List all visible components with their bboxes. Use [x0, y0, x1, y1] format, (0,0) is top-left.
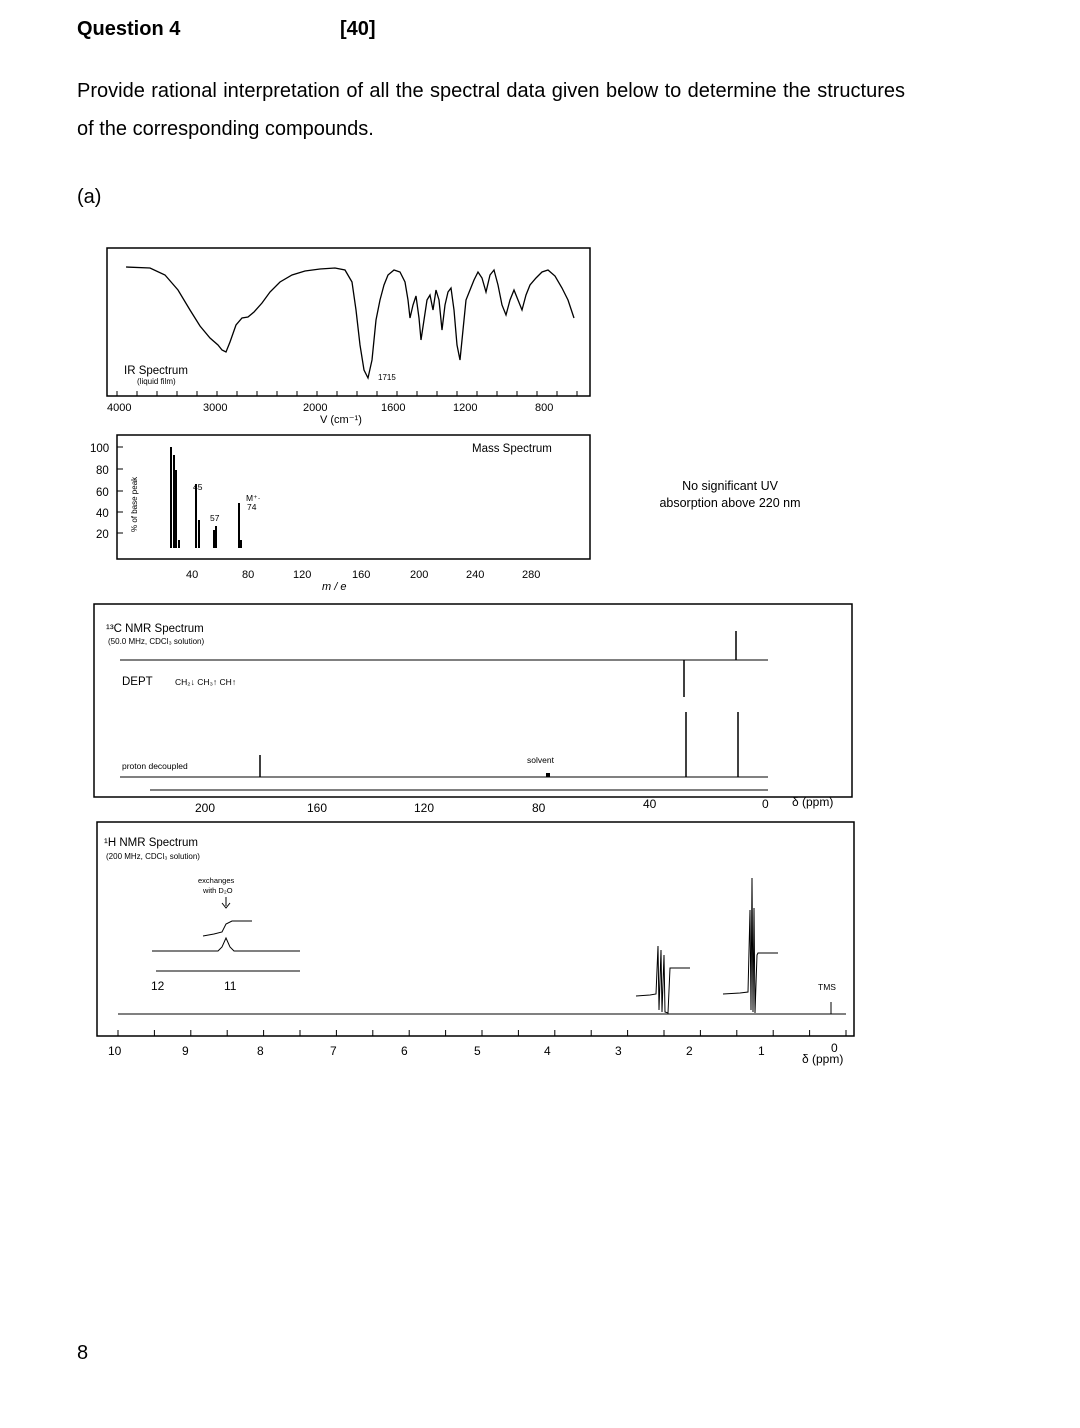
h1-inset-note: with D₂O: [203, 886, 233, 895]
question-marks: [40]: [340, 18, 376, 40]
h1-tick: 4: [544, 1044, 551, 1058]
h1-tick: 8: [257, 1044, 264, 1058]
h1-inset-tick: 12: [151, 979, 165, 993]
c13-tick: 200: [195, 801, 216, 815]
ir-tick-label: 2000: [303, 402, 328, 414]
ms-y-tick: 60: [96, 487, 109, 499]
h1-subtitle: (200 MHz, CDCl₃ solution): [106, 852, 200, 861]
ms-y-tick: 20: [96, 529, 109, 541]
ms-title: Mass Spectrum: [472, 443, 552, 455]
c13-dept-legend: CH₂↓ CH₃↑ CH↑: [175, 677, 237, 687]
uv-note-line: No significant UV: [682, 479, 778, 493]
c13-decoupled-label: proton decoupled: [122, 761, 188, 771]
h1-tick: 5: [474, 1044, 481, 1058]
c13-nmr-spectrum: [94, 604, 852, 815]
c13-axis-unit: δ (ppm): [792, 795, 834, 809]
h1-tick: 3: [615, 1044, 622, 1058]
h1-title: ¹H NMR Spectrum: [104, 837, 198, 849]
ir-tick-label: 1600: [381, 402, 406, 414]
c13-title: ¹³C NMR Spectrum: [106, 623, 204, 635]
h1-tick: 10: [108, 1044, 122, 1058]
ms-peak-label: M⁺·: [246, 493, 261, 503]
ms-x-tick: 80: [242, 569, 255, 581]
ir-title: IR Spectrum: [124, 365, 188, 377]
h1-tick: 0: [831, 1041, 838, 1055]
h1-tick: 9: [182, 1044, 189, 1058]
ir-spectrum: [107, 248, 590, 426]
ir-x-axis-label: V (cm⁻¹): [320, 414, 362, 426]
h1-nmr-spectrum: [97, 822, 854, 1066]
ir-tick-label: 1200: [453, 402, 478, 414]
mass-spectrum: [90, 435, 590, 593]
question-title: Question 4: [77, 18, 181, 40]
ms-x-tick: 160: [352, 569, 371, 581]
h1-tick: 1: [758, 1044, 765, 1058]
ir-tick-label: 3000: [203, 402, 228, 414]
c13-tick: 80: [532, 801, 546, 815]
c13-solvent-label: solvent: [527, 755, 554, 765]
ms-peak-label: 57: [210, 513, 220, 523]
c13-dept-label: DEPT: [122, 676, 153, 688]
ms-peak-label: 45: [193, 482, 203, 492]
ir-peak-label: 1715: [378, 373, 396, 382]
c13-tick: 120: [414, 801, 435, 815]
ms-x-axis-label: m / e: [322, 581, 347, 593]
h1-axis-unit: δ (ppm): [802, 1052, 844, 1066]
h1-tick: 6: [401, 1044, 408, 1058]
ms-x-tick: 280: [522, 569, 541, 581]
question-instructions: Provide rational interpretation of all the spectral data given below to determine the structures of the corresponding compounds.: [77, 80, 905, 140]
c13-tick: 40: [643, 797, 657, 811]
uv-note-line: absorption above 220 nm: [659, 496, 801, 510]
ir-subtitle: (liquid film): [137, 377, 176, 386]
ms-y-tick: 40: [96, 508, 109, 520]
c13-tick: 0: [762, 797, 769, 811]
ms-x-tick: 120: [293, 569, 312, 581]
uv-note: [630, 478, 830, 512]
h1-inset-note: exchanges: [198, 876, 235, 885]
ms-x-tick: 240: [466, 569, 485, 581]
ms-x-tick: 40: [186, 569, 199, 581]
ms-x-tick: 200: [410, 569, 429, 581]
page-number: 8: [77, 1342, 89, 1364]
h1-tick: 2: [686, 1044, 693, 1058]
ms-peak-label: 74: [247, 502, 257, 512]
ms-y-axis-label: % of base peak: [130, 476, 139, 532]
c13-subtitle: (50.0 MHz, CDCl₃ solution): [108, 637, 205, 646]
ir-tick-label: 4000: [107, 402, 132, 414]
h1-tms-label: TMS: [818, 982, 836, 992]
h1-tick: 7: [330, 1044, 337, 1058]
part-label: (a): [77, 186, 102, 208]
ms-y-tick: 100: [90, 443, 110, 455]
ir-tick-label: 800: [535, 402, 554, 414]
c13-tick: 160: [307, 801, 328, 815]
ms-y-tick: 80: [96, 465, 109, 477]
h1-inset-tick: 11: [224, 979, 237, 993]
